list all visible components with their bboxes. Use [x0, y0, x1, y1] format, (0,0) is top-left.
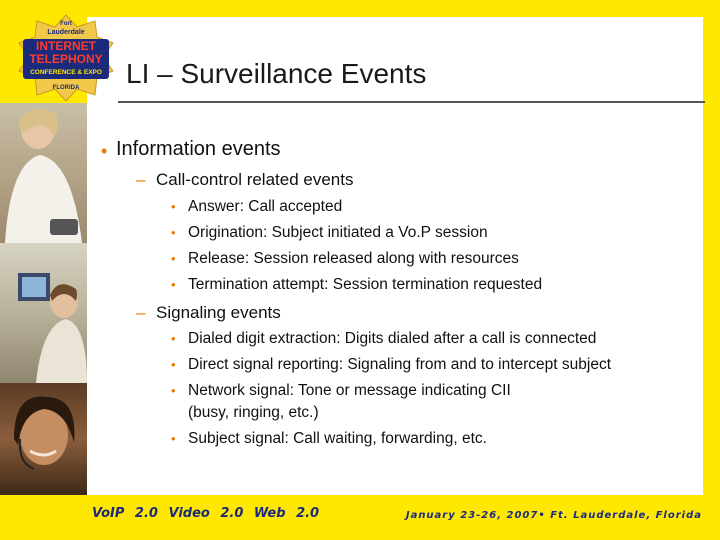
list-item: Subject signal: Call waiting, forwarding, etc. — [188, 430, 487, 447]
list-item: Termination attempt: Session termination requested — [188, 276, 543, 293]
list-item-continuation: (busy, ringing, etc.) — [188, 404, 319, 421]
logo-text-florida: FLORIDA — [52, 85, 80, 91]
footer-tagline: VoIP 2.0 Video 2.0 Web 2.0 — [92, 506, 320, 521]
photo-woman-with-headset — [0, 383, 87, 495]
dash-marker: – — [136, 303, 146, 322]
subbullet-signaling-events: Signaling events — [156, 303, 281, 322]
list-item: Direct signal reporting: Signaling from and to intercept subject — [188, 356, 612, 373]
list-item: Origination: Subject initiated a Vo.P session — [188, 224, 488, 241]
dash-marker: – — [136, 170, 146, 189]
list-item: Answer: Call accepted — [188, 198, 343, 215]
bullet-marker: • — [171, 277, 176, 292]
list-item: Release: Session released along with resources — [188, 250, 519, 267]
logo-text-internet: INTERNET — [36, 39, 96, 53]
bullet-marker: • — [171, 357, 176, 372]
bullet-marker: • — [101, 141, 108, 161]
bullet-marker: • — [171, 331, 176, 346]
bullet-marker: • — [171, 251, 176, 266]
logo-text-fort: Fort — [60, 21, 72, 27]
bullet-information-events: Information events — [116, 138, 281, 160]
list-item: Dialed digit extraction: Digits dialed after a call is connected — [188, 330, 597, 347]
bullet-marker: • — [171, 431, 176, 446]
slide-title: LI – Surveillance Events — [126, 58, 427, 89]
photo-woman-with-pda — [0, 103, 87, 243]
bullet-marker: • — [171, 383, 176, 398]
logo-text-lauderdale: Lauderdale — [47, 29, 85, 36]
subbullet-call-control: Call-control related events — [156, 170, 354, 189]
logo-text-telephony: TELEPHONY — [29, 52, 103, 66]
bullet-marker: • — [171, 199, 176, 214]
title-divider — [118, 101, 705, 103]
logo-text-conference: CONFERENCE & EXPO — [30, 69, 102, 76]
list-item: Network signal: Tone or message indicating CII — [188, 382, 511, 399]
footer-date-location: January 23-26, 2007• Ft. Lauderdale, Florida — [405, 510, 702, 521]
photo-man-at-computer — [0, 243, 87, 383]
conference-logo — [17, 13, 115, 103]
bullet-marker: • — [171, 225, 176, 240]
